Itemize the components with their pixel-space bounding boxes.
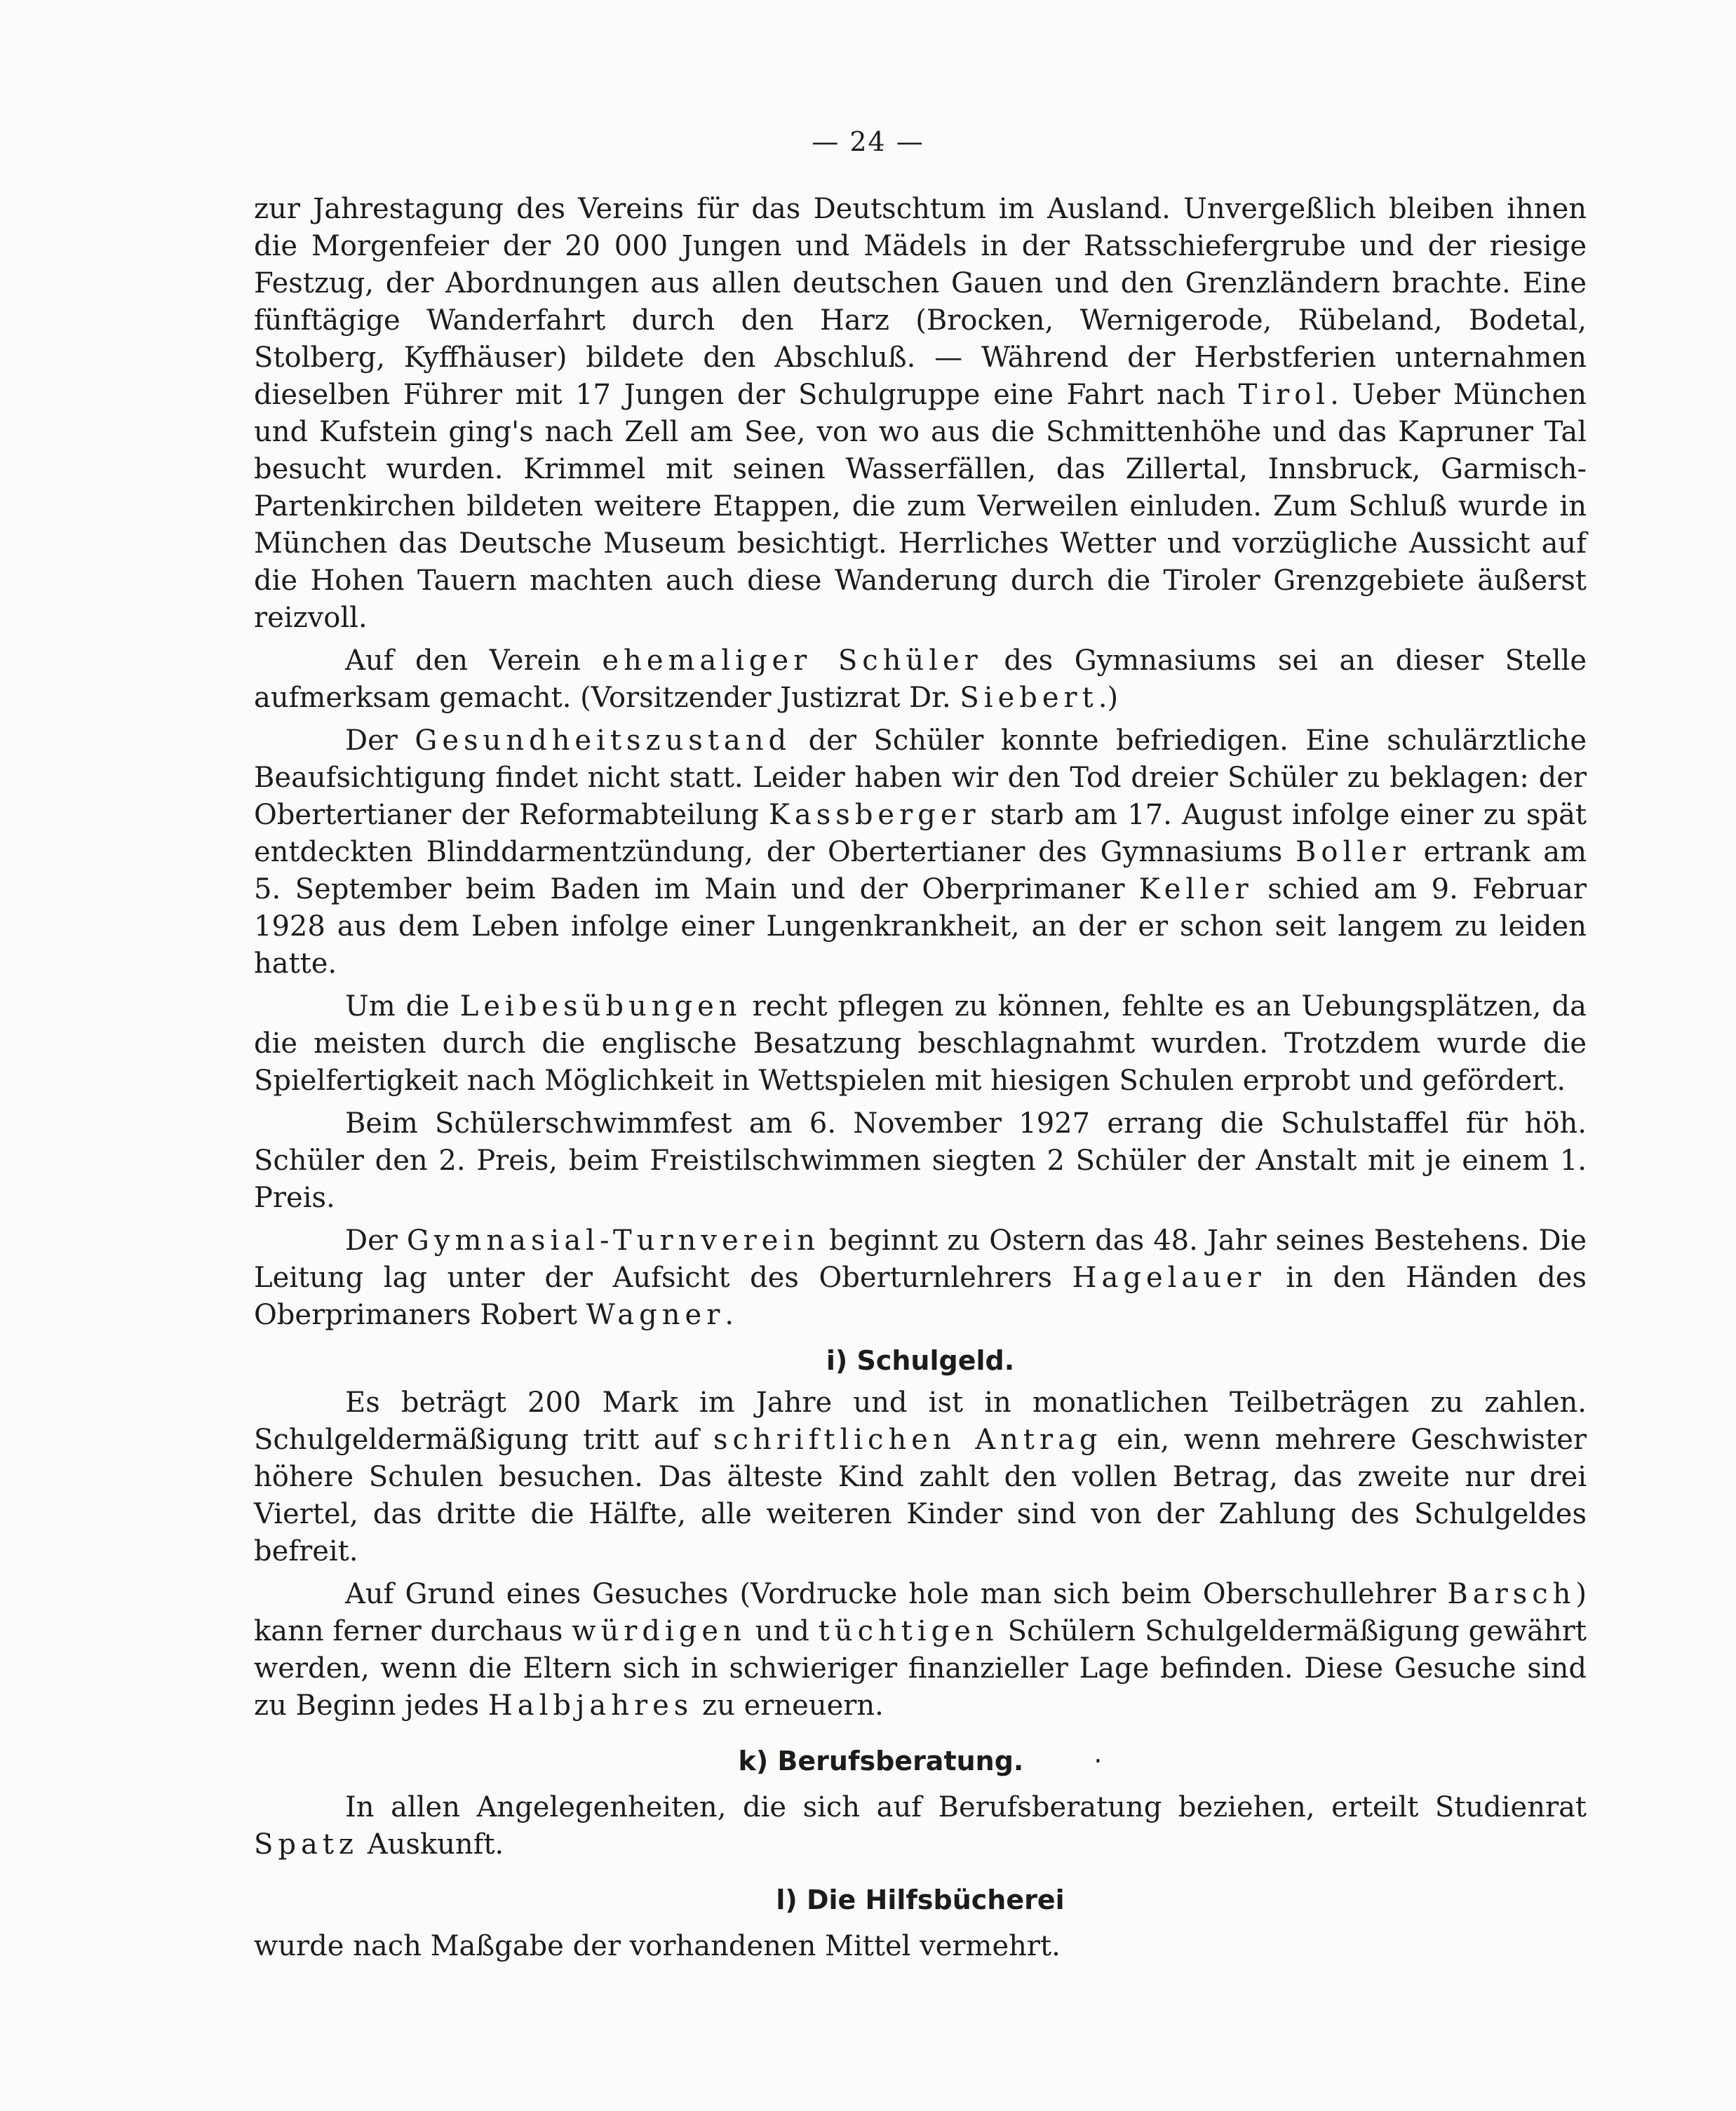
- emphasis-hagelauer: Hagelauer: [1072, 1262, 1266, 1294]
- emphasis-halbjahres: Halbjahres: [487, 1690, 694, 1722]
- paragraph-schulgeld: [254, 1384, 1587, 1570]
- paragraph-text: ertrank am 5. September beim Baden im Main und der Oberprimaner: [254, 836, 1587, 905]
- paragraph-text: Es beträgt 200 Mark im Jahre und ist in monatlichen Teilbeträgen zu zahlen. Schulgeldermäßigung tritt auf: [254, 1387, 1587, 1456]
- emphasis-leibesuebungen: Leibesübungen: [459, 990, 742, 1023]
- emphasis-gesundheitszustand: Gesundheitszustand: [415, 724, 792, 757]
- paragraph-wanderfahrt: [254, 191, 1587, 637]
- paragraph-text: der Schüler konnte befriedigen. Eine schulärztliche Beaufsichtigung findet nicht statt. Leider haben wir den Tod dreier Schüler zu beklagen: der Obertertianer der Reformabteilung: [254, 724, 1587, 831]
- paragraph-text: .: [725, 1299, 734, 1331]
- paragraph-text: und: [746, 1615, 819, 1647]
- paragraph-text: Auf Grund eines Gesuches (Vordrucke hole man sich beim Oberschullehrer: [345, 1578, 1448, 1610]
- emphasis-turnverein: Gymnasial-Turnverein: [406, 1225, 820, 1257]
- document-body: [254, 191, 1587, 1971]
- heading-text: k) Berufsberatung.: [738, 1746, 1024, 1776]
- paragraph-text: Auskunft.: [358, 1828, 504, 1861]
- paragraph-text: Beim Schülerschwimmfest am 6. November 1927 errang die Schulstaffel für höh. Schüler den 2. Preis, beim Freistilschwimmen siegten 2 Schüler der Anstalt mit je einem 1. Preis.: [254, 1107, 1587, 1214]
- section-heading-hilfsbuecherei: l) Die Hilfsbücherei: [776, 1884, 1065, 1915]
- paragraph-text: Der: [345, 724, 415, 757]
- paragraph-berufsberatung: [254, 1789, 1587, 1863]
- paragraph-leibesuebungen: [254, 988, 1587, 1100]
- paragraph-text: beginnt zu Ostern das 48. Jahr seines Bestehens. Die Leitung lag unter der Aufsicht des Oberturnlehrers: [254, 1225, 1587, 1294]
- paragraph-verein: [254, 642, 1587, 717]
- paragraph-text: Schülern Schulgeldermäßigung gewährt werden, wenn die Eltern sich in schwieriger finanzieller Lage befinden. Diese Gesuche sind zu Beginn jedes: [254, 1615, 1587, 1722]
- paragraph-gesuch: [254, 1576, 1587, 1725]
- paragraph-text: wurde nach Maßgabe der vorhandenen Mittel vermehrt.: [254, 1930, 1061, 1962]
- paragraph-text: Der: [345, 1225, 407, 1257]
- paragraph-schwimmfest: [254, 1105, 1587, 1217]
- emphasis-tirol: Tirol: [1238, 379, 1331, 411]
- paragraph-text: des Gymnasiums sei an dieser Stelle aufmerksam gemacht. (Vorsitzender Justizrat Dr.: [254, 645, 1587, 714]
- paragraph-text: schied am 9. Februar 1928 aus dem Leben infolge einer Lungenkrankheit, an der er schon seit langem zu leiden hatte.: [254, 873, 1587, 980]
- emphasis-wuerdigen: würdigen: [572, 1615, 746, 1647]
- emphasis-boller: Boller: [1296, 836, 1411, 868]
- paragraph-text: ) kann ferner durchaus: [254, 1578, 1587, 1647]
- emphasis-verein: ehemaliger Schüler: [602, 645, 983, 677]
- paragraph-text: . Ueber München und Kufstein ging's nach Zell am See, von wo aus die Schmittenhöhe und das Kapruner Tal besucht wurden. Krimmel mit seinen Wasserfällen, das Zillertal, Innsbruck, Garmisch-Partenkirchen bildeten weitere Etappen, die zum Verweilen einluden. Zum Schluß wurde in München das Deutsche Museum besichtigt. Herrliches Wetter und vorzügliche Aussicht auf die Hohen Tauern machten auch diese Wanderung durch die Tiroler Grenzgebiete äußerst reizvoll.: [254, 379, 1587, 634]
- section-heading-berufsberatung: [254, 1740, 1587, 1782]
- section-heading-schulgeld: i) Schulgeld.: [826, 1345, 1015, 1376]
- emphasis-tuechtigen: tüchtigen: [818, 1615, 999, 1647]
- paragraph-gesundheit: [254, 722, 1587, 983]
- emphasis-antrag: schriftlichen Antrag: [713, 1424, 1103, 1456]
- emphasis-spatz: Spatz: [254, 1828, 359, 1861]
- paragraph-text: in den Händen des Oberprimaners Robert: [254, 1262, 1587, 1331]
- paragraph-hilfsbuecherei: [254, 1928, 1587, 1965]
- paragraph-text: ein, wenn mehrere Geschwister höhere Schulen besuchen. Das älteste Kind zahlt den vollen Betrag, das zweite nur drei Viertel, das dritte die Hälfte, alle weiteren Kinder sind von der Zahlung des Schulgeldes befreit.: [254, 1424, 1587, 1567]
- emphasis-kassberger: Kassberger: [769, 799, 981, 831]
- paragraph-text: zur Jahrestagung des Vereins für das Deutschtum im Ausland. Unvergeßlich bleiben ihnen die Morgenfeier der 20 000 Jungen und Mädels in der Ratsschiefergrube und der riesige Festzug, der Abordnungen aus allen deutschen Gauen und den Grenzländern brachte. Eine fünftägige Wanderfahrt durch den Harz (Brocken, Wernigerode, Rübeland, Bodetal, Stolberg, Kyffhäuser) bildete den Abschluß. — Während der Herbstferien unternahmen dieselben Führer mit 17 Jungen der Schulgruppe eine Fahrt nach: [254, 193, 1587, 411]
- paragraph-text: Auf den Verein: [345, 645, 603, 677]
- emphasis-keller: Keller: [1138, 873, 1253, 905]
- emphasis-barsch: Barsch: [1447, 1578, 1576, 1610]
- paragraph-turnverein: [254, 1222, 1587, 1334]
- heading-dot: ·: [1094, 1746, 1103, 1776]
- emphasis-wagner: Wagner: [586, 1299, 725, 1331]
- emphasis-siebert: Siebert: [960, 682, 1098, 714]
- paragraph-text: starb am 17. August infolge einer zu spät entdeckten Blinddarmentzündung, der Obertertianer des Gymnasiums: [254, 799, 1587, 868]
- paragraph-text: recht pflegen zu können, fehlte es an Uebungsplätzen, da die meisten durch die englische Besatzung beschlagnahmt wurden. Trotzdem wurde die Spielfertigkeit nach Möglichkeit in Wettspielen mit hiesigen Schulen erprobt und gefördert.: [254, 990, 1587, 1097]
- paragraph-text: zu erneuern.: [693, 1690, 884, 1722]
- paragraph-text: Um die: [345, 990, 460, 1023]
- paragraph-text: In allen Angelegenheiten, die sich auf Berufsberatung beziehen, erteilt Studienrat: [345, 1791, 1587, 1823]
- paragraph-text: .): [1098, 682, 1119, 714]
- page-number: — 24 —: [812, 126, 924, 157]
